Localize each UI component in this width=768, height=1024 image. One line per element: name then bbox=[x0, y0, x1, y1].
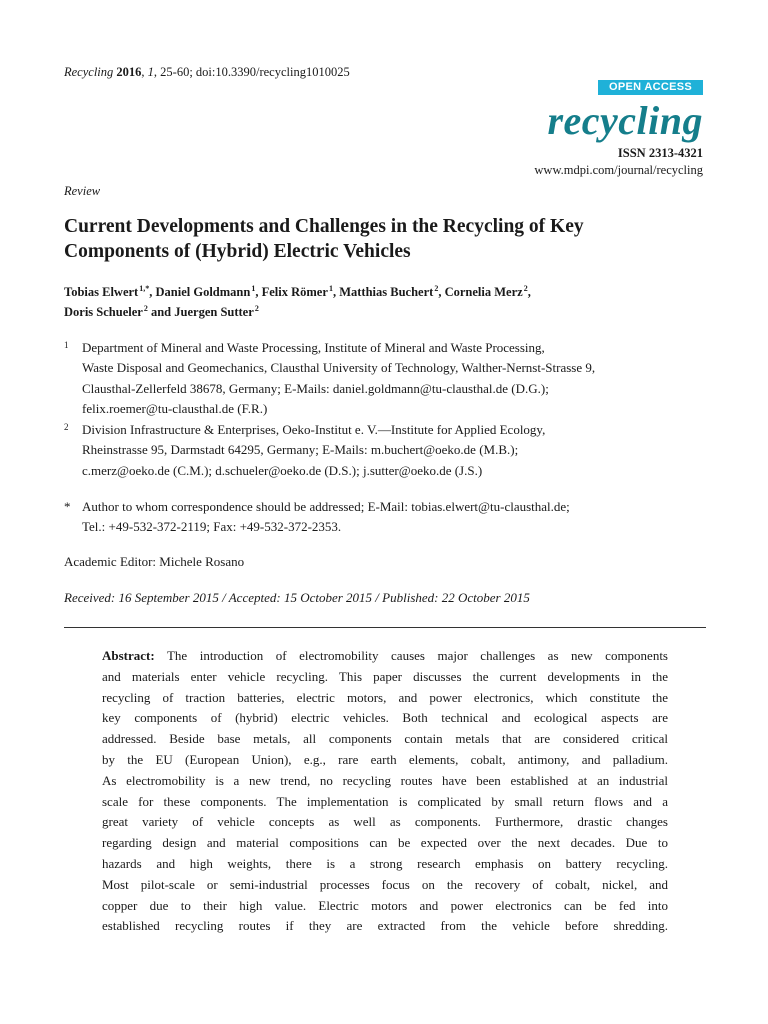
abstract bbox=[102, 646, 668, 937]
abstract-line: As electromobility is a new trend, no recycling routes have been established at an industrial bbox=[102, 772, 668, 788]
abstract-line: scale for these components. The implementation is complicated by small return flows and a bbox=[102, 793, 668, 809]
author-affiliation-sup: 1,* bbox=[139, 283, 150, 293]
journal-logo: recycling bbox=[547, 98, 703, 143]
affiliation-line: c.merz@oeko.de (C.M.); d.schueler@oeko.de (D.S.); j.sutter@oeko.de (J.S.) bbox=[82, 462, 483, 478]
author-name[interactable]: Juergen Sutter bbox=[174, 305, 254, 319]
citation-doi: , 25-60; doi:10.3390/recycling1010025 bbox=[153, 65, 350, 79]
author-affiliation-sup: 1 bbox=[251, 283, 256, 293]
section-divider bbox=[64, 627, 706, 628]
abstract-line: Abstract: The introduction of electromobility causes major challenges as new components bbox=[102, 648, 668, 663]
citation-journal: Recycling bbox=[64, 65, 114, 79]
author-name[interactable]: Tobias Elwert bbox=[64, 285, 139, 299]
abstract-line: regarding design and material compositions can be expected over the next decades. Due to bbox=[102, 835, 668, 851]
affiliation-marker: 2 bbox=[64, 422, 69, 432]
academic-editor: Academic Editor: Michele Rosano bbox=[64, 554, 245, 569]
abstract-line: established recycling routes if they are extracted from the vehicle before shredding. bbox=[102, 918, 668, 934]
affiliation-line: felix.roemer@tu-clausthal.de (F.R.) bbox=[82, 401, 268, 417]
title-line: Current Developments and Challenges in the Recycling of Key bbox=[64, 216, 584, 237]
author-name[interactable]: Daniel Goldmann bbox=[155, 285, 251, 299]
affiliation-line: Waste Disposal and Geomechanics, Clausthal University of Technology, Walther-Nernst-Strasse 9, bbox=[82, 360, 596, 376]
publication-dates: Received: 16 September 2015 / Accepted: 15 October 2015 / Published: 22 October 2015 bbox=[64, 590, 530, 605]
affiliation-marker: 1 bbox=[64, 340, 69, 350]
author-line: Doris Schueler $^2$ and Juergen Sutter $^2$ bbox=[64, 303, 259, 319]
article-title bbox=[64, 214, 704, 264]
abstract-line: by the EU (European Union), e.g., rare earth elements, cobalt, antimony, and palladium. bbox=[102, 751, 668, 767]
author-affiliation-sup: 2 bbox=[254, 303, 259, 313]
citation-volume: 1 bbox=[147, 65, 154, 79]
open-access-badge: OPEN ACCESS bbox=[598, 80, 703, 95]
abstract-line: great variety of vehicle concepts as well as components. Furthermore, drastic changes bbox=[102, 814, 668, 830]
journal-url[interactable]: www.mdpi.com/journal/recycling bbox=[534, 163, 703, 177]
correspondence-line: Author to whom correspondence should be addressed; E-Mail: tobias.elwert@tu-clausthal.de; bbox=[82, 499, 570, 514]
citation-line: Recycling 2016, 1, 25-60; doi:10.3390/recycling1010025 bbox=[64, 65, 350, 79]
abstract-line: hazards and high weights, there is a strong research emphasis on battery recycling. bbox=[102, 855, 668, 871]
abstract-line: and materials enter vehicle recycling. This paper discusses the current developments in the bbox=[102, 668, 668, 684]
abstract-label: Abstract: bbox=[102, 648, 155, 663]
abstract-line: copper due to their high value. Electric motors and power electronics can be fed into bbox=[102, 897, 668, 913]
author-line: Tobias Elwert $^{1,*}$, Daniel Goldmann $^1$, Felix Römer $^1$, Matthias Buchert $^2$, Cornelia Merz $^2$, bbox=[64, 283, 531, 299]
affiliation-line: Division Infrastructure & Enterprises, Oeko-Institut e. V.—Institute for Applied Ecology, bbox=[82, 422, 546, 437]
article-type: Review bbox=[64, 184, 101, 198]
author-name[interactable]: Felix Römer bbox=[261, 285, 328, 299]
author-affiliation-sup: 2 bbox=[523, 283, 528, 293]
author-name[interactable]: Cornelia Merz bbox=[444, 285, 523, 299]
affiliation-line: Clausthal-Zellerfeld 38678, Germany; E-Mails: daniel.goldmann@tu-clausthal.de (D.G.); bbox=[82, 380, 549, 396]
author-affiliation-sup: 2 bbox=[143, 303, 148, 313]
title-line: Components of (Hybrid) Electric Vehicles bbox=[64, 241, 411, 262]
author-affiliation-sup: 1 bbox=[328, 283, 333, 293]
affiliation-line: Rheinstrasse 95, Darmstadt 64295, Germany; E-Mails: m.buchert@oeko.de (M.B.); bbox=[82, 442, 519, 458]
abstract-line: addressed. Beside base metals, all components contain metals that are considered critical bbox=[102, 731, 668, 747]
author-list bbox=[64, 282, 704, 322]
author-name[interactable]: Doris Schueler bbox=[64, 305, 143, 319]
abstract-line: recycling of traction batteries, electric motors, and power electronics, which constitute the bbox=[102, 689, 668, 705]
issn: ISSN 2313-4321 bbox=[617, 146, 703, 160]
affiliation-line: Department of Mineral and Waste Processing, Institute of Mineral and Waste Processing, bbox=[82, 340, 545, 355]
correspondence-marker: * bbox=[64, 499, 71, 514]
citation-year: 2016 bbox=[116, 65, 142, 79]
abstract-line: Most pilot-scale or semi-industrial processes focus on the recovery of cobalt, nickel, and bbox=[102, 876, 668, 892]
abstract-line: key components of (hybrid) electric vehicles. Both technical and ecological aspects are bbox=[102, 710, 668, 726]
author-affiliation-sup: 2 bbox=[434, 283, 439, 293]
author-name[interactable]: Matthias Buchert bbox=[339, 285, 434, 299]
correspondence-line: Tel.: +49-532-372-2119; Fax: +49-532-372-2353. bbox=[82, 519, 342, 535]
